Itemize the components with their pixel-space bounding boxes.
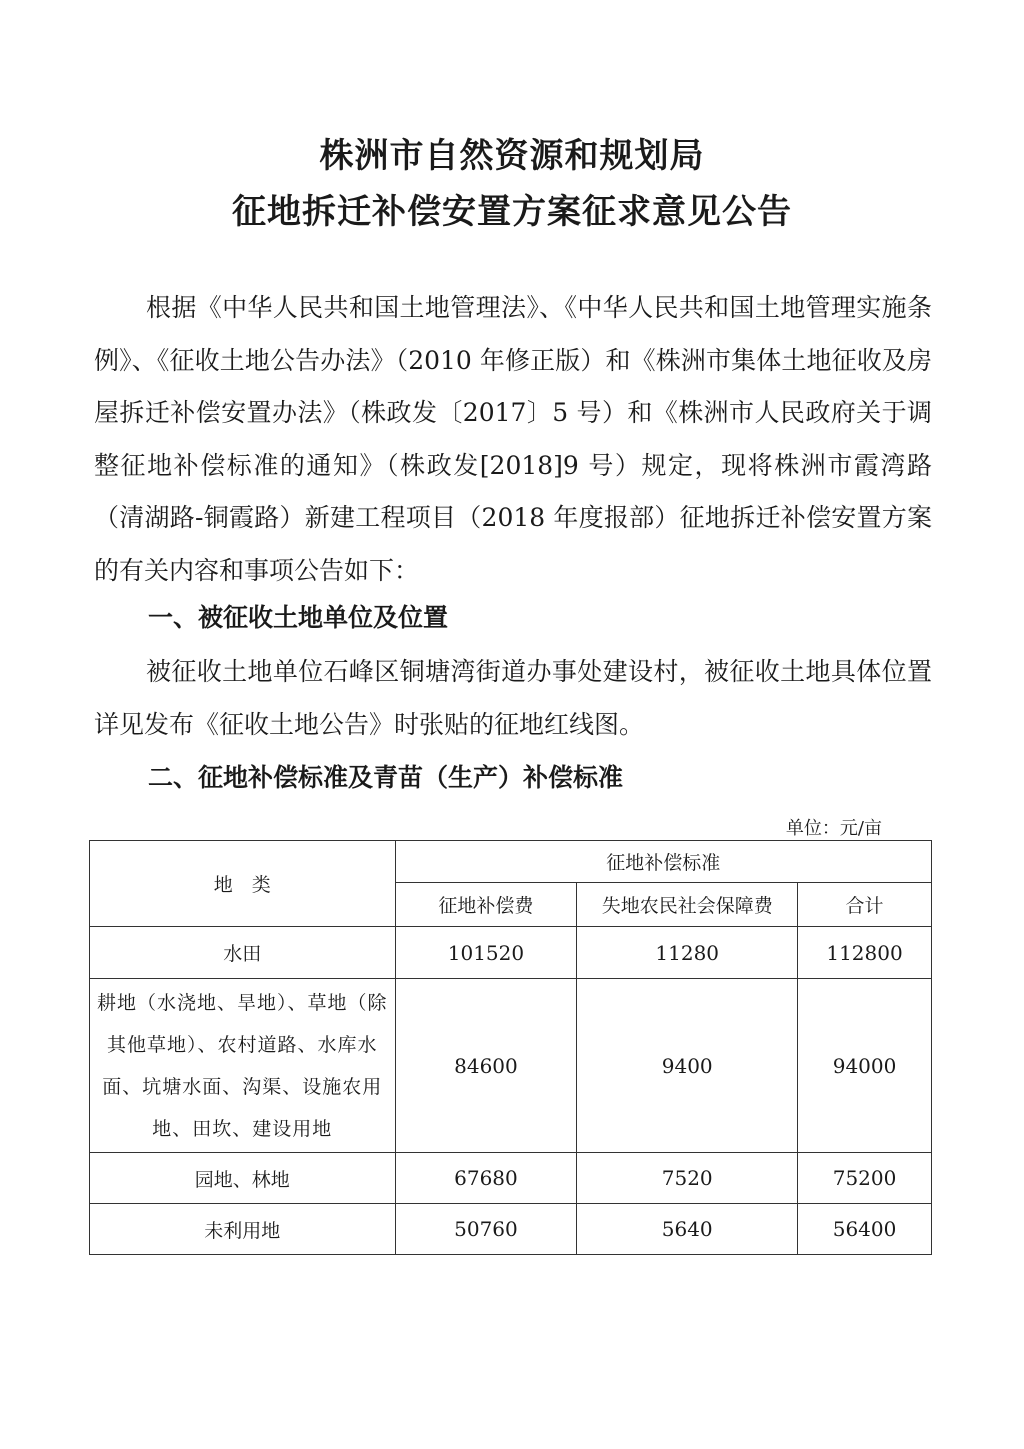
intro-paragraph: 根据《中华人民共和国土地管理法》、《中华人民共和国土地管理实施条例》、《征收土地公告办法》（2010 年修正版）和《株洲市集体土地征收及房屋拆迁补偿安置办法》（株政发〔2017〕5 号）和《株洲市人民政府关于调整征地补偿标准的通知》（株政发[2018]9 号）规定，现将株洲市霞湾路（清湖路-铜霞路）新建工程项目（2018 年度报部）征地拆迁补偿安置方案的有关内容和事项公告如下： — [94, 293, 932, 585]
unit-label: 单位：元/亩 — [785, 818, 882, 839]
section-1-paragraph: 被征收土地单位石峰区铜塘湾街道办事处建设村，被征收土地具体位置详见发布《征收土地公告》时张贴的征地红线图。 — [94, 657, 932, 739]
section-1-heading: 一、被征收土地单位及位置 — [148, 603, 449, 632]
table-row — [90, 927, 932, 979]
cell-land-type: 水田 — [90, 927, 396, 979]
table-row — [90, 979, 932, 1153]
section-2-heading: 二、征地补偿标准及青苗（生产）补偿标准 — [148, 763, 624, 792]
cell-total: 94000 — [798, 979, 932, 1153]
header-group-standard: 征地补偿标准 — [395, 841, 931, 883]
cell-land-type: 耕地（水浇地、旱地）、草地（除其他草地）、农村道路、水库水面、坑塘水面、沟渠、设施农用地、田坎、建设用地 — [90, 979, 396, 1153]
cell-total: 75200 — [798, 1153, 932, 1204]
table-row — [90, 1204, 932, 1255]
cell-total: 56400 — [798, 1204, 932, 1255]
cell-land-type: 未利用地 — [90, 1204, 396, 1255]
cell-fee: 67680 — [395, 1153, 577, 1204]
compensation-table — [89, 840, 932, 1255]
header-fee: 征地补偿费 — [395, 883, 577, 927]
cell-security: 11280 — [577, 927, 798, 979]
title-line-1: 株洲市自然资源和规划局 — [319, 136, 705, 176]
table-header-row — [90, 841, 932, 883]
header-land-type: 地 类 — [90, 841, 396, 927]
cell-fee: 50760 — [395, 1204, 577, 1255]
cell-land-type: 园地、林地 — [90, 1153, 396, 1204]
cell-security: 7520 — [577, 1153, 798, 1204]
cell-fee: 101520 — [395, 927, 577, 979]
cell-security: 9400 — [577, 979, 798, 1153]
header-total: 合计 — [798, 883, 932, 927]
header-security: 失地农民社会保障费 — [577, 883, 798, 927]
cell-security: 5640 — [577, 1204, 798, 1255]
cell-fee: 84600 — [395, 979, 577, 1153]
cell-total: 112800 — [798, 927, 932, 979]
title-line-2: 征地拆迁补偿安置方案征求意见公告 — [232, 192, 792, 232]
table-row — [90, 1153, 932, 1204]
